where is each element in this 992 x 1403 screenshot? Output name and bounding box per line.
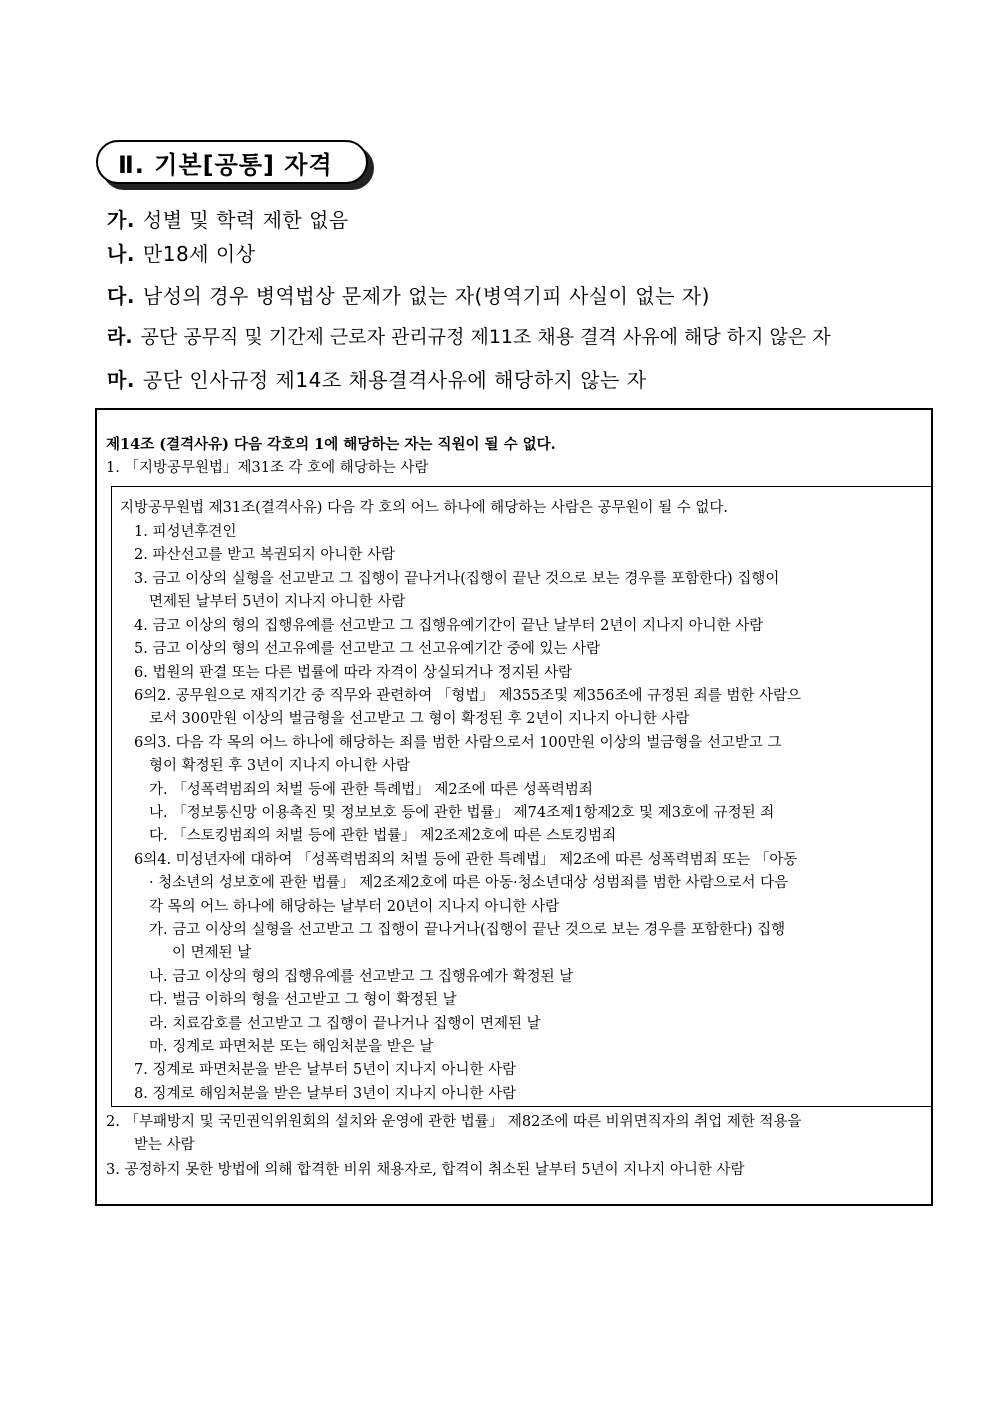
inner-line: 7. 징계로 파면처분을 받은 날부터 5년이 지나지 아니한 사람	[134, 1062, 517, 1078]
inner-line: · 청소년의 성보호에 관한 법률」 제2조제2호에 따른 아동·청소년대상 성범죄를 범한 사람으로서 다음	[149, 875, 789, 891]
regulation-item-1: 1. 「지방공무원법」제31조 각 호에 해당하는 사람	[106, 460, 429, 476]
section-title: Ⅱ. 기본[공통] 자격	[118, 150, 333, 179]
regulation-item-2: 2. 「부패방지 및 국민권익위원회의 설치와 운영에 관한 법률」 제82조에 따른 비위면직자의 취업 제한 적용을	[106, 1114, 802, 1130]
regulation-item-3: 3. 공정하지 못한 방법에 의해 합격한 비위 채용자로, 합격이 취소된 날부터 5년이 지나지 아니한 사람	[106, 1162, 745, 1178]
requirement-mark: 라.	[107, 326, 133, 348]
requirement-item	[107, 322, 831, 349]
section-title-badge	[96, 140, 378, 192]
inner-line: 가. 「성폭력범죄의 처벌 등에 관한 특례법」 제2조에 따른 성폭력범죄	[149, 782, 593, 798]
inner-line: 3. 금고 이상의 실형을 선고받고 그 집행이 끝나거나(집행이 끝난 것으로 보는 경우를 포함한다) 집행이	[134, 571, 780, 587]
inner-line: 6의3. 다음 각 목의 어느 하나에 해당하는 죄를 범한 사람으로서 100만원 이상의 벌금형을 선고받고 그	[134, 735, 782, 751]
inner-line: 각 목의 어느 하나에 해당하는 날부터 20년이 지나지 아니한 사람	[149, 899, 560, 915]
requirement-mark: 나.	[107, 242, 135, 266]
inner-line: 로서 300만원 이상의 벌금형을 선고받고 그 형이 확정된 후 2년이 지나지 아니한 사람	[149, 711, 690, 727]
title-pill	[96, 140, 368, 184]
inner-line: 다. 벌금 이하의 형을 선고받고 그 형이 확정된 날	[149, 992, 457, 1008]
regulation-heading: 제14조 (결격사유) 다음 각호의 1에 해당하는 자는 직원이 될 수 없다.	[106, 436, 556, 453]
requirement-mark: 가.	[107, 208, 135, 232]
requirement-text: 남성의 경우 병역법상 문제가 없는 자(병역기피 사실이 없는 자)	[142, 284, 710, 308]
inner-line: 8. 징계로 해임처분을 받은 날부터 3년이 지나지 아니한 사람	[134, 1086, 517, 1102]
regulation-item-2-cont: 받는 사람	[134, 1137, 195, 1153]
inner-line: 1. 피성년후견인	[134, 524, 237, 540]
inner-line: 마. 징계로 파면처분 또는 해임처분을 받은 날	[149, 1039, 434, 1055]
inner-line: 나. 금고 이상의 형의 집행유예를 선고받고 그 집행유예가 확정된 날	[149, 969, 574, 985]
inner-line: 가. 금고 이상의 실형을 선고받고 그 집행이 끝나거나(집행이 끝난 것으로 보는 경우를 포함한다) 집행	[149, 922, 786, 938]
inner-line: 6. 법원의 판결 또는 다른 법률에 따라 자격이 상실되거나 정지된 사람	[134, 665, 573, 681]
requirement-mark: 다.	[107, 284, 135, 308]
inner-line: 나. 「정보통신망 이용촉진 및 정보보호 등에 관한 법률」 제74조제1항제2호 및 제3호에 규정된 죄	[149, 805, 775, 821]
inner-line: 형이 확정된 후 3년이 지나지 아니한 사람	[149, 758, 410, 774]
inner-line: 6의4. 미성년자에 대하여 「성폭력범죄의 처벌 등에 관한 특례법」 제2조에 따른 성폭력범죄 또는 「아동	[134, 852, 798, 868]
inner-line: 5. 금고 이상의 형의 선고유예를 선고받고 그 선고유예기간 중에 있는 사람	[134, 641, 601, 657]
inner-line: 다. 「스토킹범죄의 처벌 등에 관한 법률」 제2조제2호에 따른 스토킹범죄	[149, 828, 617, 844]
inner-line: 라. 치료감호를 선고받고 그 집행이 끝나거나 집행이 면제된 날	[149, 1016, 541, 1032]
requirement-text: 공단 공무직 및 기간제 근로자 관리규정 제11조 채용 결격 사유에 해당 하지 않은 자	[140, 326, 831, 348]
requirement-text: 성별 및 학력 제한 없음	[142, 208, 349, 232]
requirement-item	[107, 238, 256, 267]
inner-line: 4. 금고 이상의 형의 집행유예를 선고받고 그 집행유예기간이 끝난 날부터 2년이 지나지 아니한 사람	[134, 618, 764, 634]
requirement-item	[107, 364, 647, 393]
requirement-text: 공단 인사규정 제14조 채용결격사유에 해당하지 않는 자	[142, 368, 647, 392]
inner-line: 면제된 날부터 5년이 지나지 아니한 사람	[149, 594, 406, 610]
requirement-text: 만18세 이상	[142, 242, 256, 266]
inner-intro: 지방공무원법 제31조(결격사유) 다음 각 호의 어느 하나에 해당하는 사람은 공무원이 될 수 없다.	[120, 500, 728, 516]
requirement-mark: 마.	[107, 368, 135, 392]
requirement-item	[107, 280, 710, 309]
inner-line: 이 면제된 날	[172, 945, 252, 961]
requirement-item	[107, 204, 349, 233]
inner-line: 6의2. 공무원으로 재직기간 중 직무와 관련하여 「형법」 제355조및 제356조에 규정된 죄를 범한 사람으	[134, 688, 801, 704]
inner-line: 2. 파산선고를 받고 복권되지 아니한 사람	[134, 547, 395, 563]
